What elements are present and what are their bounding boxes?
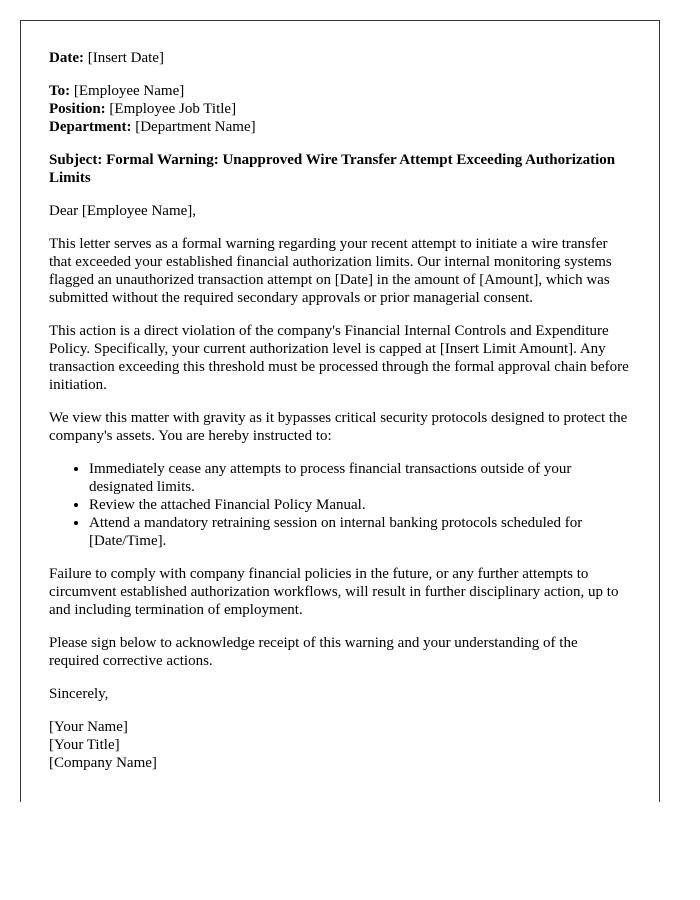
subject-line: Subject: Formal Warning: Unapproved Wire Transfer Attempt Exceeding Authorization Limits — [49, 152, 616, 186]
position-value: [Employee Job Title] — [109, 101, 237, 117]
date-label: Date: — [49, 50, 84, 66]
recipient-block — [49, 82, 631, 136]
paragraph-consequences: Failure to comply with company financial policies in the future, or any further attempts to circumvent established authorization workflows, will result in further disciplinary action, up to and including termination of employment. — [49, 566, 619, 618]
department-value: [Department Name] — [135, 119, 256, 135]
signoff: Sincerely, — [49, 686, 109, 702]
instruction-item: • Attend a mandatory retraining session on internal banking protocols scheduled for [Date/Time]. — [89, 514, 631, 550]
instruction-item: • Review the attached Financial Policy Manual. — [89, 496, 631, 514]
signature-company: [Company Name] — [49, 755, 157, 771]
signature-name: [Your Name] — [49, 719, 128, 735]
to-line — [49, 82, 631, 100]
date-value: [Insert Date] — [87, 50, 164, 66]
paragraph-policy-violation: This action is a direct violation of the company's Financial Internal Controls and Expenditure Policy. Specifically, your current authorization level is capped at [Insert Limit Amount]. Any transaction exceeding this threshold must be processed through the formal approval chain before initiation. — [49, 323, 629, 393]
warning-letter — [20, 20, 660, 802]
date-line — [49, 49, 631, 67]
paragraph-incident: This letter serves as a formal warning regarding your recent attempt to initiate a wire transfer that exceeded your established financial authorization limits. Our internal monitoring systems flagged an unauthorized transaction attempt on [Date] in the amount of [Amount], which was submitted without the required secondary approvals or prior managerial consent. — [49, 236, 612, 306]
position-label: Position: — [49, 101, 106, 117]
to-label: To: — [49, 83, 71, 99]
paragraph-acknowledgement: Please sign below to acknowledge receipt of this warning and your understanding of the required corrective actions. — [49, 635, 578, 669]
department-line — [49, 118, 631, 136]
signature-title: [Your Title] — [49, 737, 120, 753]
instruction-item: • Immediately cease any attempts to process financial transactions outside of your designated limits. — [89, 460, 631, 496]
paragraph-instructions-intro: We view this matter with gravity as it bypasses critical security protocols designed to protect the company's assets. You are hereby instructed to: — [49, 410, 628, 444]
department-label: Department: — [49, 119, 132, 135]
instructions-list — [49, 460, 631, 550]
salutation: Dear [Employee Name], — [49, 203, 197, 219]
to-value: [Employee Name] — [73, 83, 185, 99]
signature-block — [49, 718, 631, 772]
position-line — [49, 100, 631, 118]
